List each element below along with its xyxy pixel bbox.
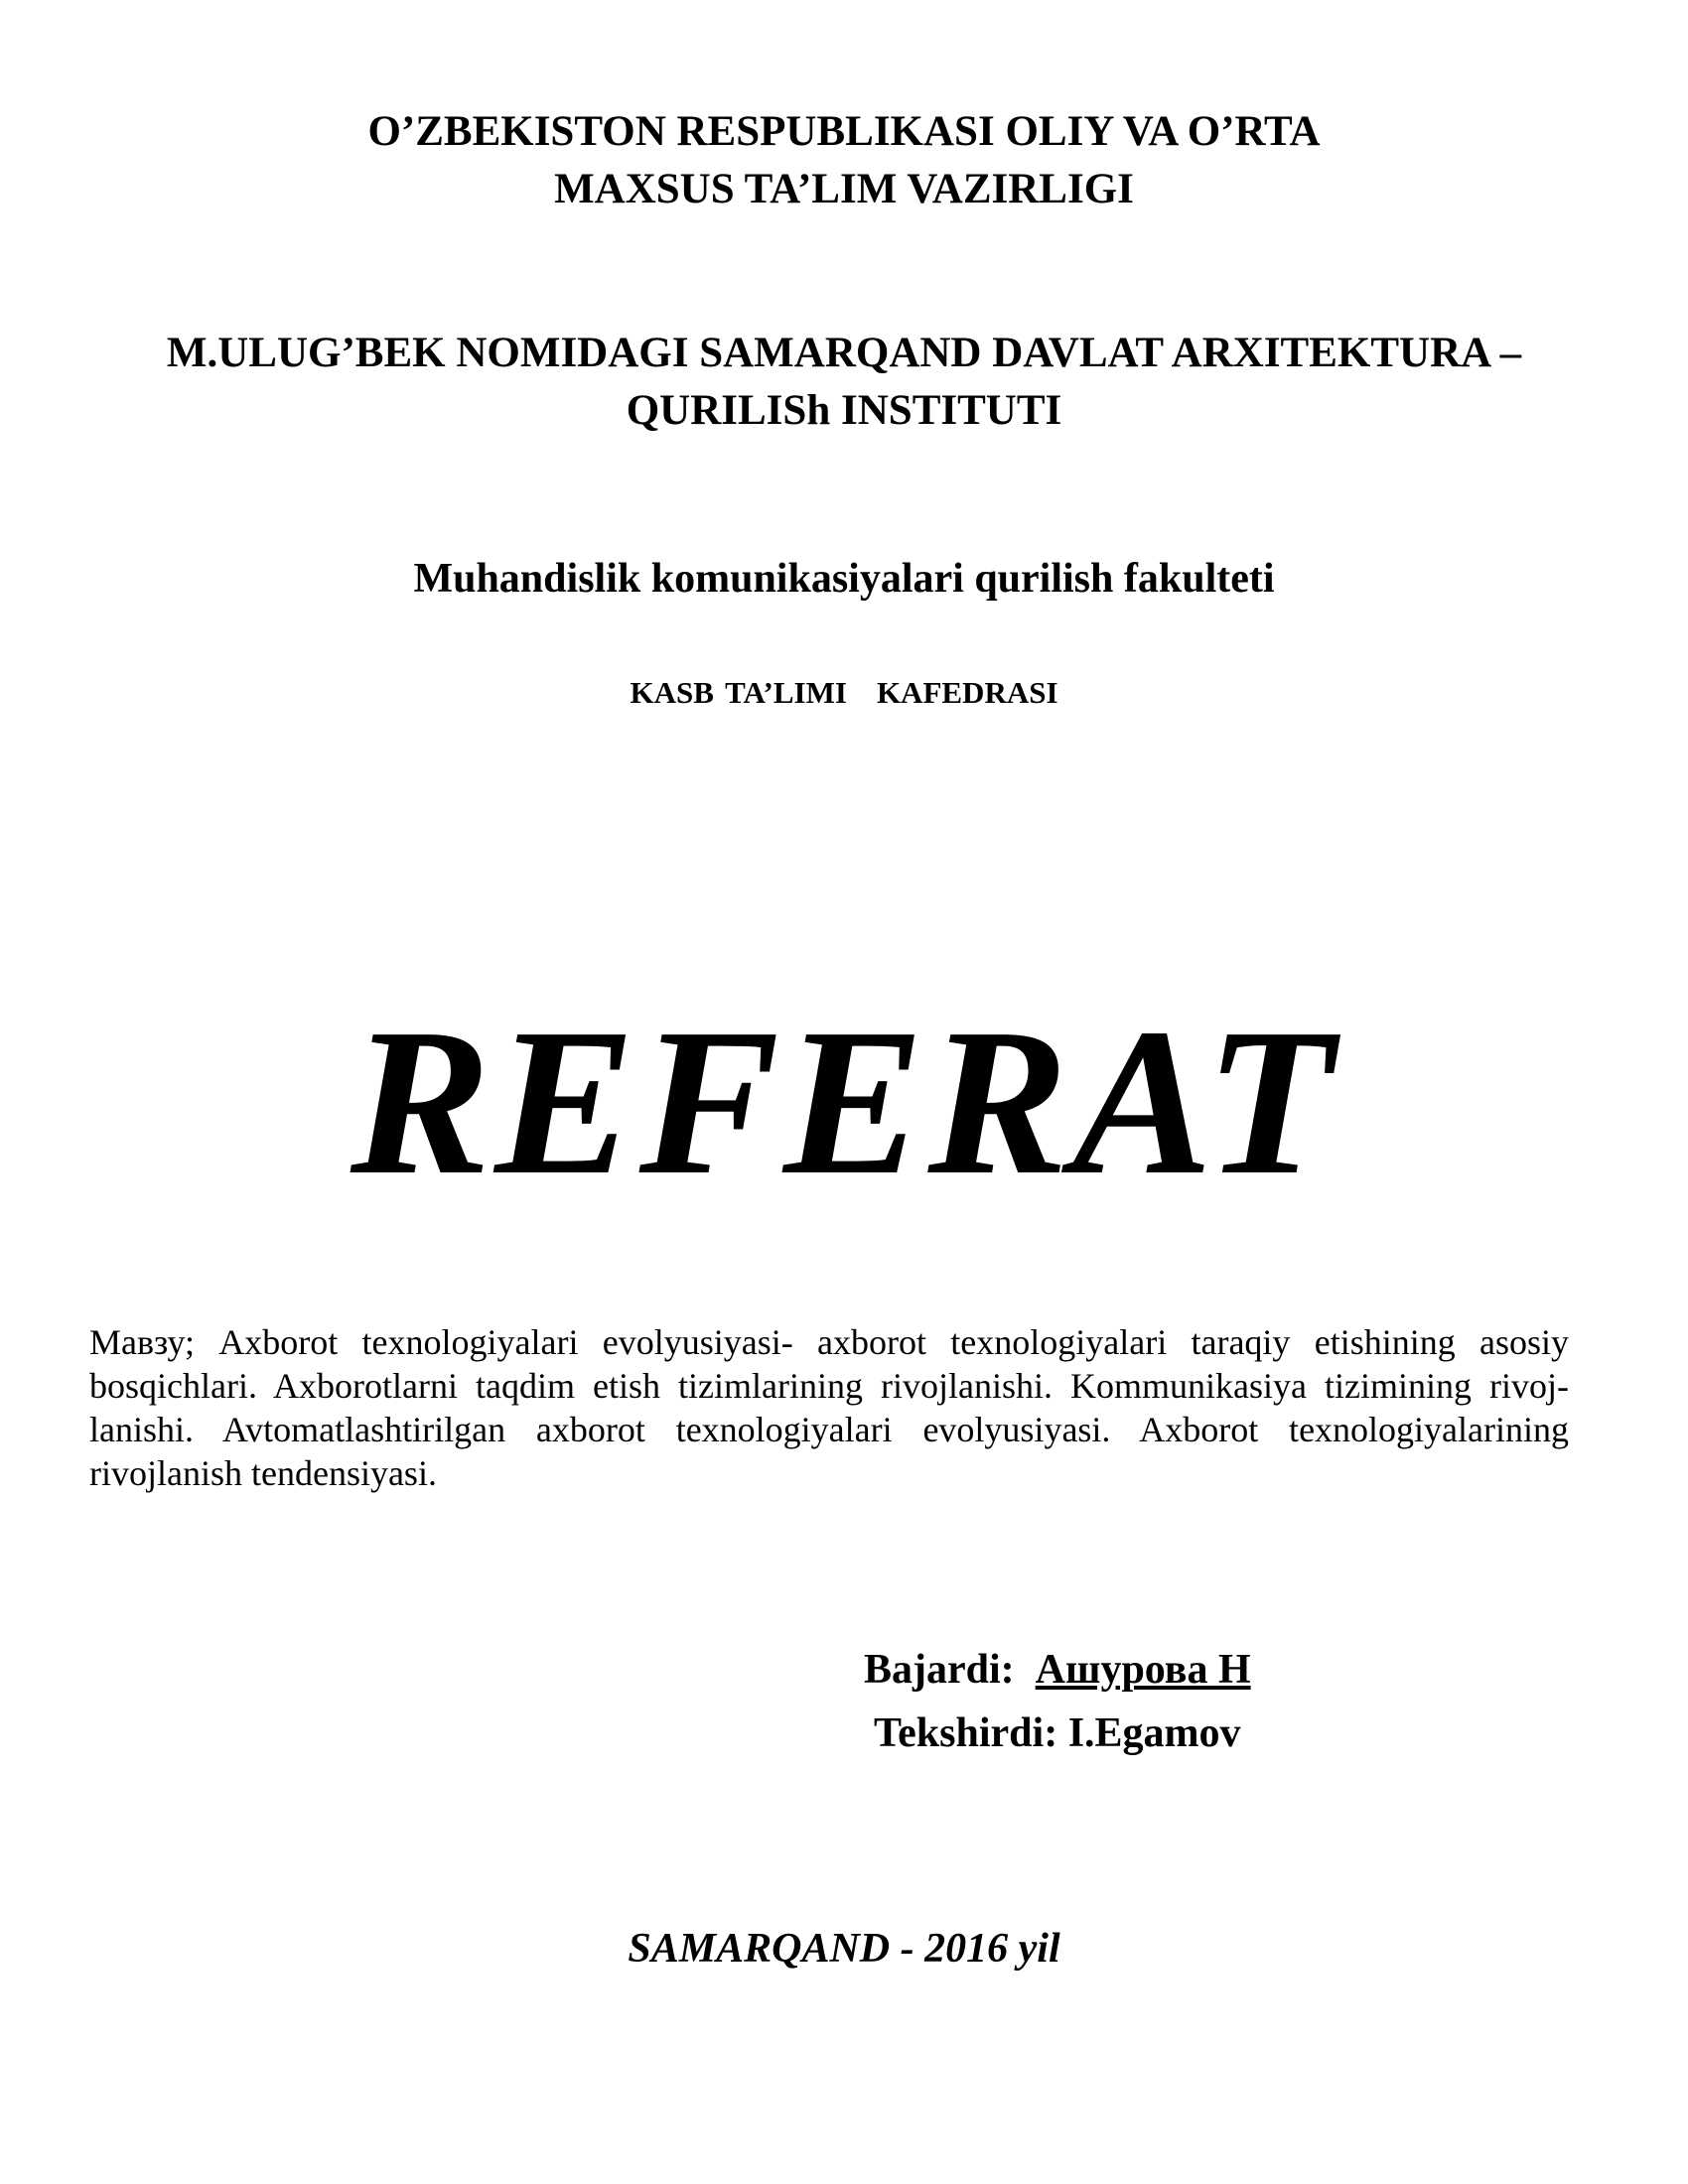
ministry-heading [0, 103, 1688, 218]
department-name-part-1: KASB TA’LIMI [630, 675, 847, 710]
checked-by-name: I.Egamov [1067, 1710, 1241, 1756]
checked-by-label: Tekshirdi: [874, 1710, 1058, 1756]
checked-by-row [864, 1702, 1420, 1765]
faculty-name: Muhandislik komunikasiyalari qurilish fakulteti [413, 556, 1275, 602]
performed-by-row [864, 1638, 1420, 1702]
document-title: REFERAT [350, 985, 1338, 1218]
topic-paragraph: Мавзу; Axborot texnologiyalari evolyusiyasi- axborot texnologiyalari taraqiy etishining asosiy bosqichlari. Axborotlarni taqdim etish tizimlarining rivojlanishi. Kommunikasiya tizimining rivoj-lanishi. Avtomatlashtirilgan axborot texnologiyalari evolyusiyasi. Axborot texnologiyalarining rivojlanish tendensiyasi. [89, 1322, 1569, 1493]
institute-line-2: QURILISh INSTITUTI [626, 387, 1062, 434]
performed-by-name: Ашурова Н [1035, 1647, 1251, 1693]
ministry-line-1: O’ZBEKISTON RESPUBLIKASI OLIY VA O’RTA [367, 108, 1321, 155]
ministry-line-2: MAXSUS TA’LIM VAZIRLIGI [554, 166, 1134, 212]
institute-heading [0, 325, 1688, 440]
faculty-heading [0, 551, 1688, 607]
department-name-part-2: KAFEDRASI [876, 675, 1058, 710]
signature-block [864, 1638, 1420, 1765]
performed-by-label: Bajardi: [864, 1647, 1015, 1693]
department-heading [0, 671, 1688, 715]
city-year-footer: SAMARQAND - 2016 yil [628, 1926, 1060, 1972]
institute-line-1: M.ULUG’BEK NOMIDAGI SAMARQAND DAVLAT ARXITEKTURA – [166, 330, 1522, 376]
